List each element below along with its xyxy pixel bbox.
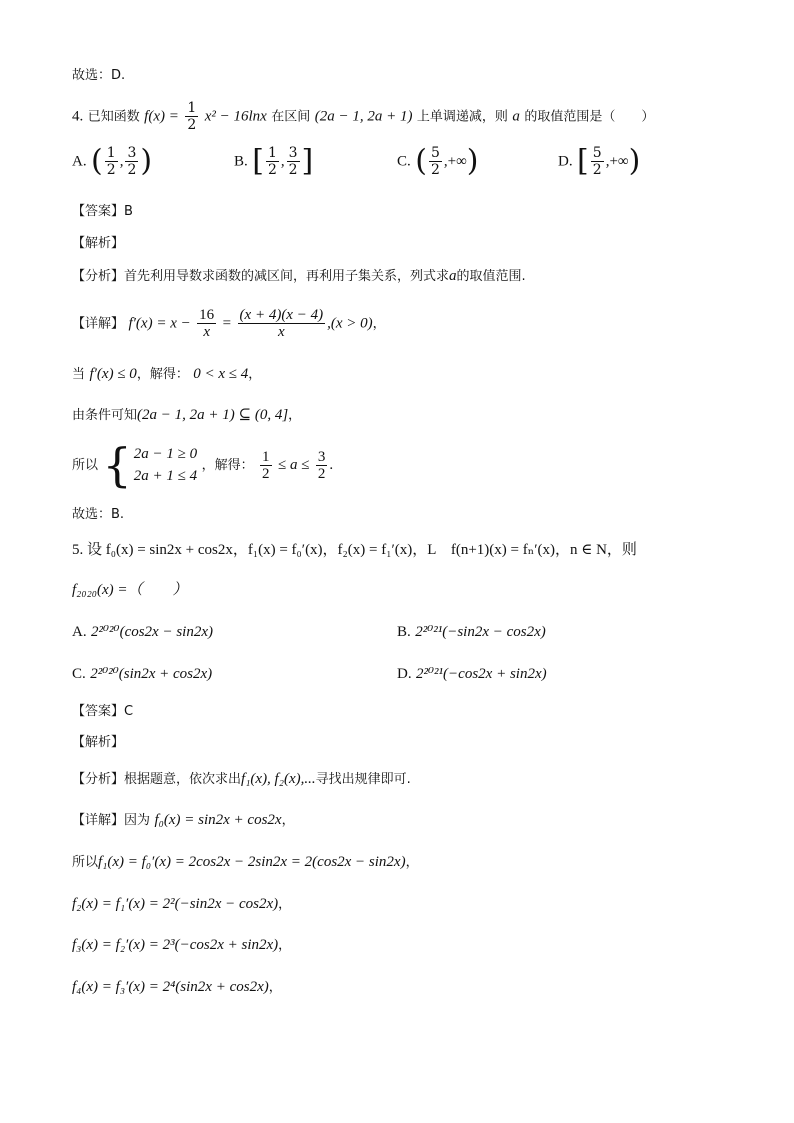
q5-stem bbox=[72, 540, 637, 560]
q4-option-c-close: ) bbox=[466, 143, 479, 179]
q5-answer: 【答案】C bbox=[72, 704, 134, 719]
q5-step-2-end: ， bbox=[278, 897, 292, 912]
q4-option-a-n1: 1 bbox=[106, 145, 116, 161]
q4-option-a: A. ( $\frac{1}{2}$ , $\frac{3}{2}$ ) bbox=[72, 143, 153, 179]
q4-line3-text: 由条件可知 bbox=[72, 408, 138, 423]
q4-option-b-n1: 1 bbox=[267, 145, 277, 161]
q4-detail-f1-num: 16 bbox=[199, 307, 215, 323]
q4-option-d-open: [ bbox=[577, 143, 589, 179]
q4-fenxi-tag: 【分析】 bbox=[72, 269, 125, 284]
q4-detail-f2-den: x bbox=[277, 324, 285, 340]
q5-option-b bbox=[397, 622, 546, 641]
q5-step-3 bbox=[72, 935, 291, 956]
q4-fenxi-text-2: 的取值范围. bbox=[456, 269, 526, 284]
q4-stem-var: a bbox=[512, 108, 520, 125]
q4-line2 bbox=[72, 364, 261, 385]
q4-stem-text-3: 上单调递减，则 bbox=[416, 109, 508, 125]
q4-option-a-close: ) bbox=[140, 143, 153, 179]
q4-option-b-open: [ bbox=[252, 143, 264, 179]
q5-option-d-label: D. bbox=[397, 666, 412, 682]
q5-step-3-end: ， bbox=[278, 938, 292, 953]
q4-fenxi bbox=[72, 266, 526, 287]
q5-option-b-text: 2²⁰²¹(−sin2x − cos2x) bbox=[415, 624, 546, 640]
q4-option-d-label: D. bbox=[558, 153, 573, 170]
q4-line2-text-2: ，解得： bbox=[136, 367, 189, 382]
q5-detail bbox=[72, 810, 295, 831]
q5-step-3-math: f₃(x) = f₂′(x) = 2³(−cos2x + sin2x) bbox=[72, 937, 279, 953]
q4-stem-half bbox=[185, 100, 198, 133]
q4-option-c-label: C. bbox=[397, 153, 411, 170]
q5-stem2 bbox=[72, 580, 188, 600]
q4-option-c bbox=[397, 145, 478, 178]
q4-line2-end: ， bbox=[248, 367, 262, 382]
q4-option-b-d2: 2 bbox=[288, 162, 298, 178]
q4-option-a-n2: 3 bbox=[127, 145, 137, 161]
q5-step-4 bbox=[72, 977, 282, 998]
q4-detail-eq: = bbox=[222, 315, 232, 332]
q5-option-c bbox=[72, 664, 212, 683]
q5-step-1 bbox=[72, 852, 419, 873]
q4-option-a-label: A. bbox=[72, 153, 87, 170]
q5-stem2-text: f₂₀₂₀(x) =（ ） bbox=[72, 582, 188, 598]
q4-line3-math: (2a − 1, 2a + 1) ⊆ (0, 4] bbox=[137, 407, 289, 423]
q4-option-d-close: ) bbox=[628, 143, 641, 179]
q4-stem bbox=[72, 100, 654, 133]
q4-stem-half-num: 1 bbox=[187, 100, 197, 116]
q4-option-b-n2: 3 bbox=[288, 145, 298, 161]
q4-line4-d1: 2 bbox=[262, 465, 270, 482]
q4-stem-text-1: 已知函数 bbox=[87, 109, 140, 125]
q5-fenxi-math: f₁(x), f₂(x),... bbox=[241, 771, 316, 787]
q4-answer: 【答案】B bbox=[72, 204, 133, 219]
q4-line3 bbox=[72, 405, 301, 426]
q5-option-a-text: 2²⁰²⁰(cos2x − sin2x) bbox=[91, 624, 213, 640]
q4-line4-sys-2: 2a + 1 ≤ 4 bbox=[133, 468, 198, 484]
q5-fenxi bbox=[72, 769, 411, 790]
q4-stem-expr: x² − 16lnx bbox=[204, 108, 267, 125]
q5-step-4-math: f₄(x) = f₃′(x) = 2⁴(sin2x + cos2x) bbox=[72, 979, 269, 995]
q4-option-a-d1: 2 bbox=[106, 162, 116, 178]
q4-detail-tag: 【详解】 bbox=[72, 316, 125, 332]
q4-option-c-tail: ,+∞ bbox=[443, 153, 467, 170]
q4-line4-n1: 1 bbox=[262, 448, 270, 465]
q5-step-4-end: ， bbox=[268, 980, 282, 995]
q5-stem-text: 5. 设 f₀(x) = sin2x + cos2x，f₁(x) = f₀′(x)，f₂(x) = f₁′(x)，L f(n+1)(x) = fₙ′(x)，n ∈ N，则 bbox=[72, 542, 637, 558]
q5-step-1-end: ， bbox=[405, 855, 419, 870]
q5-option-a bbox=[72, 622, 213, 641]
q5-option-b-label: B. bbox=[397, 624, 411, 640]
q4-stem-text-2: 在区间 bbox=[271, 109, 311, 125]
q4-line2-math: f′(x) ≤ 0 bbox=[89, 366, 137, 382]
q5-detail-text: 因为 bbox=[124, 813, 151, 828]
prev-answer-end: 故选：D. bbox=[72, 68, 126, 83]
q4-option-b-close: ] bbox=[301, 143, 314, 179]
q5-step-2-math: f₂(x) = f₁′(x) = 2²(−sin2x − cos2x) bbox=[72, 896, 279, 912]
q5-fenxi-tag: 【分析】 bbox=[72, 772, 125, 787]
q4-option-d-d1: 2 bbox=[592, 162, 602, 178]
q4-option-a-d2: 2 bbox=[127, 162, 137, 178]
q4-number: 4. bbox=[72, 108, 84, 125]
q4-line4-text-2: ，解得： bbox=[201, 458, 254, 473]
q5-option-a-label: A. bbox=[72, 624, 87, 640]
q4-fenxi-text-1: 首先利用导数求函数的减区间，再利用子集关系，列式求 bbox=[124, 269, 450, 284]
q4-detail-end: ， bbox=[372, 316, 386, 332]
q4-detail-f2-num: (x + 4)(x − 4) bbox=[239, 307, 324, 323]
q4-line4-n2: 3 bbox=[317, 448, 326, 465]
q4-end: 故选：B. bbox=[72, 507, 125, 522]
q4-stem-interval: (2a − 1, 2a + 1) bbox=[314, 108, 413, 125]
q4-line4-d2: 2 bbox=[317, 465, 326, 482]
q4-detail bbox=[72, 307, 386, 340]
q5-fenxi-text-1: 根据题意，依次求出 bbox=[124, 772, 242, 787]
q4-detail-lhs: f′(x) = x − bbox=[128, 315, 191, 332]
q4-option-c-d1: 2 bbox=[430, 162, 440, 178]
q4-line4-sys-1: 2a − 1 ≥ 0 bbox=[133, 446, 198, 462]
q4-jiexi: 【解析】 bbox=[72, 236, 125, 251]
q4-option-d-n1: 5 bbox=[592, 145, 602, 161]
q4-stem-half-den: 2 bbox=[187, 117, 197, 133]
q4-option-b-label: B. bbox=[234, 153, 248, 170]
q5-option-c-label: C. bbox=[72, 666, 86, 682]
q5-option-c-text: 2²⁰²⁰(sin2x + cos2x) bbox=[90, 666, 213, 682]
q4-option-a-open: ( bbox=[91, 143, 103, 179]
q4-line4-end: . bbox=[329, 457, 334, 473]
q4-line4-text-1: 所以 bbox=[72, 458, 99, 473]
q4-option-d bbox=[558, 145, 640, 178]
q5-option-d bbox=[397, 664, 547, 683]
q4-option-d-tail: ,+∞ bbox=[605, 153, 629, 170]
q5-detail-tag: 【详解】 bbox=[72, 813, 125, 828]
q4-option-c-open: ( bbox=[415, 143, 427, 179]
q4-line3-end: ， bbox=[288, 408, 302, 423]
q5-jiexi: 【解析】 bbox=[72, 735, 125, 750]
q5-option-d-text: 2²⁰²¹(−cos2x + sin2x) bbox=[416, 666, 547, 682]
q4-stem-text-4: 的取值范围是（ ） bbox=[524, 109, 655, 125]
q4-stem-fx: f(x) = bbox=[144, 108, 179, 125]
q4-line4-system bbox=[102, 438, 198, 492]
q5-step-1-math: f₁(x) = f₀′(x) = 2cos2x − 2sin2x = 2(cos2x − sin2x) bbox=[98, 854, 406, 870]
q4-option-b: B. [ $\frac{1}{2}$ , $\frac{3}{2}$ ] bbox=[234, 143, 314, 179]
brace-icon: { bbox=[102, 438, 132, 492]
q4-detail-domain: ,(x > 0) bbox=[327, 315, 373, 332]
q4-option-c-n1: 5 bbox=[430, 145, 440, 161]
q5-detail-end: ， bbox=[281, 813, 295, 828]
q5-step-2 bbox=[72, 894, 291, 915]
q5-fenxi-text-2: 寻找出规律即可. bbox=[315, 772, 411, 787]
q5-step-1-prefix: 所以 bbox=[72, 855, 99, 870]
q4-line2-result: 0 < x ≤ 4 bbox=[193, 366, 249, 382]
q4-line4 bbox=[72, 438, 334, 492]
q4-fenxi-var: a bbox=[449, 268, 457, 284]
q4-line4-mid: ≤ a ≤ bbox=[277, 457, 310, 473]
q4-line2-text-1: 当 bbox=[72, 367, 86, 382]
q4-option-b-d1: 2 bbox=[267, 162, 277, 178]
q5-detail-math: f₀(x) = sin2x + cos2x bbox=[154, 812, 282, 828]
q4-detail-f1-den: x bbox=[203, 324, 210, 340]
